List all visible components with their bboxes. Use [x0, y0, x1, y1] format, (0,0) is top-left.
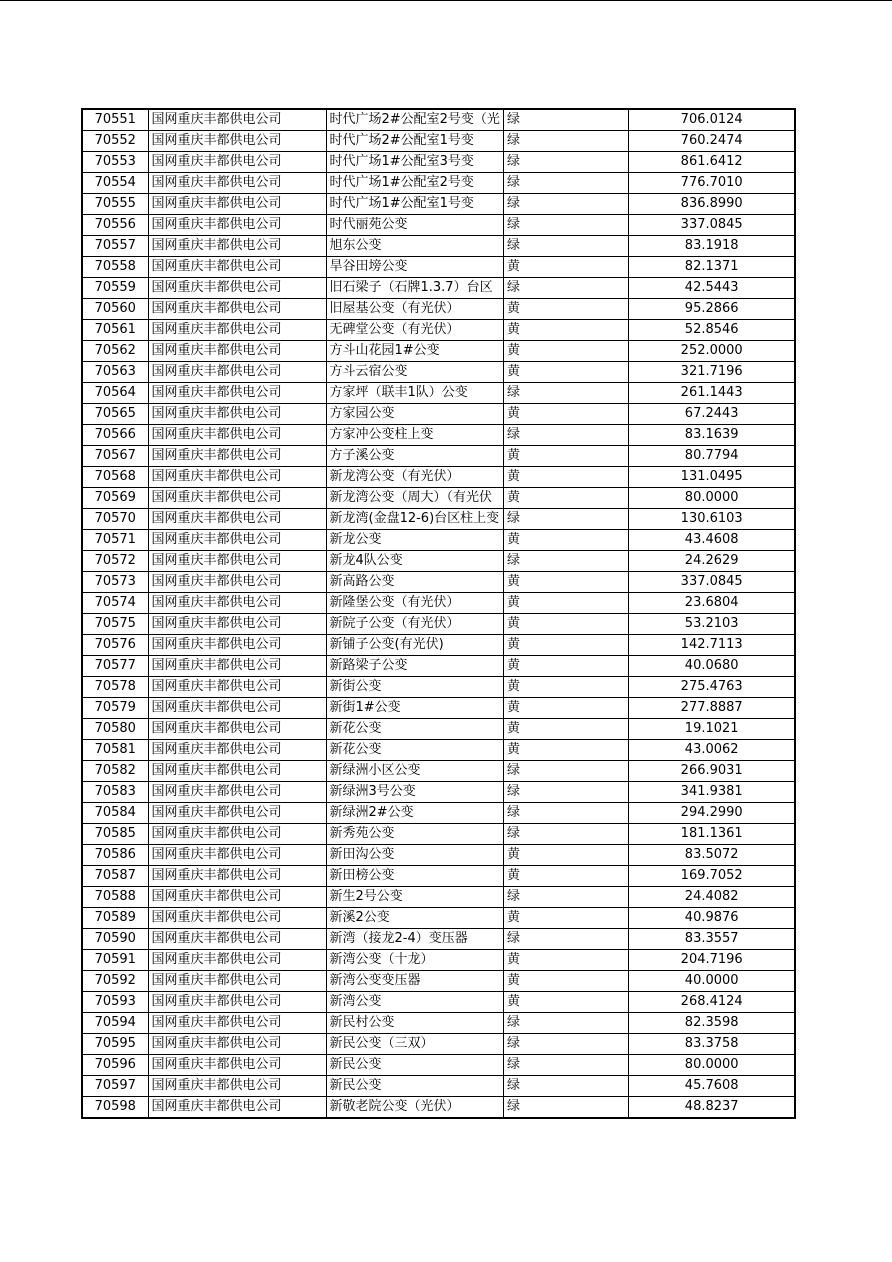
cell-level: 绿 — [503, 1055, 628, 1076]
cell-transformer-name: 新溪2公变 — [326, 908, 503, 929]
data-table — [81, 108, 796, 1119]
cell-level: 绿 — [503, 383, 628, 404]
table-row — [82, 992, 795, 1013]
cell-company: 国网重庆丰都供电公司 — [148, 109, 326, 131]
cell-level: 黄 — [503, 740, 628, 761]
cell-company: 国网重庆丰都供电公司 — [148, 866, 326, 887]
cell-value: 83.5072 — [628, 845, 795, 866]
cell-id: 70587 — [82, 866, 148, 887]
table-body — [82, 109, 795, 1118]
cell-level: 绿 — [503, 824, 628, 845]
table-row — [82, 572, 795, 593]
cell-level: 黄 — [503, 677, 628, 698]
cell-id: 70582 — [82, 761, 148, 782]
cell-company: 国网重庆丰都供电公司 — [148, 1013, 326, 1034]
cell-level: 黄 — [503, 719, 628, 740]
table-row — [82, 1097, 795, 1119]
cell-value: 83.3758 — [628, 1034, 795, 1055]
cell-value: 277.8887 — [628, 698, 795, 719]
table-row — [82, 740, 795, 761]
cell-transformer-name: 新龙公变 — [326, 530, 503, 551]
cell-level: 绿 — [503, 761, 628, 782]
cell-company: 国网重庆丰都供电公司 — [148, 446, 326, 467]
cell-id: 70566 — [82, 425, 148, 446]
cell-id: 70573 — [82, 572, 148, 593]
table-row — [82, 719, 795, 740]
cell-company: 国网重庆丰都供电公司 — [148, 152, 326, 173]
cell-transformer-name: 新湾（接龙2-4）变压器 — [326, 929, 503, 950]
cell-id: 70562 — [82, 341, 148, 362]
cell-transformer-name: 新街1#公变 — [326, 698, 503, 719]
cell-transformer-name: 新街公变 — [326, 677, 503, 698]
cell-level: 黄 — [503, 635, 628, 656]
cell-value: 252.0000 — [628, 341, 795, 362]
cell-transformer-name: 旧石梁子（石牌1.3.7）台区 — [326, 278, 503, 299]
cell-transformer-name: 新湾公变 — [326, 992, 503, 1013]
cell-transformer-name: 新民公变 — [326, 1055, 503, 1076]
cell-company: 国网重庆丰都供电公司 — [148, 635, 326, 656]
cell-id: 70575 — [82, 614, 148, 635]
cell-company: 国网重庆丰都供电公司 — [148, 383, 326, 404]
cell-company: 国网重庆丰都供电公司 — [148, 257, 326, 278]
cell-company: 国网重庆丰都供电公司 — [148, 761, 326, 782]
cell-transformer-name: 时代广场2#公配室2号变（光 — [326, 109, 503, 131]
cell-transformer-name: 新生2号公变 — [326, 887, 503, 908]
cell-id: 70565 — [82, 404, 148, 425]
table-row — [82, 467, 795, 488]
table-row — [82, 320, 795, 341]
table-row — [82, 1034, 795, 1055]
cell-level: 绿 — [503, 929, 628, 950]
cell-id: 70583 — [82, 782, 148, 803]
cell-value: 43.4608 — [628, 530, 795, 551]
cell-company: 国网重庆丰都供电公司 — [148, 404, 326, 425]
cell-transformer-name: 新高路公变 — [326, 572, 503, 593]
cell-level: 黄 — [503, 971, 628, 992]
cell-transformer-name: 时代广场2#公配室1号变 — [326, 131, 503, 152]
table-row — [82, 1013, 795, 1034]
table-row — [82, 278, 795, 299]
cell-value: 83.1639 — [628, 425, 795, 446]
cell-company: 国网重庆丰都供电公司 — [148, 572, 326, 593]
cell-value: 268.4124 — [628, 992, 795, 1013]
cell-id: 70588 — [82, 887, 148, 908]
cell-id: 70559 — [82, 278, 148, 299]
cell-transformer-name: 时代广场1#公配室3号变 — [326, 152, 503, 173]
table-row — [82, 950, 795, 971]
cell-level: 绿 — [503, 551, 628, 572]
table-row — [82, 488, 795, 509]
cell-id: 70563 — [82, 362, 148, 383]
table-row — [82, 215, 795, 236]
cell-company: 国网重庆丰都供电公司 — [148, 824, 326, 845]
cell-level: 黄 — [503, 530, 628, 551]
cell-value: 40.0000 — [628, 971, 795, 992]
cell-id: 70594 — [82, 1013, 148, 1034]
cell-value: 131.0495 — [628, 467, 795, 488]
cell-id: 70597 — [82, 1076, 148, 1097]
cell-id: 70584 — [82, 803, 148, 824]
table-row — [82, 530, 795, 551]
table-row — [82, 341, 795, 362]
cell-level: 绿 — [503, 887, 628, 908]
cell-company: 国网重庆丰都供电公司 — [148, 1055, 326, 1076]
cell-level: 黄 — [503, 866, 628, 887]
table-row — [82, 887, 795, 908]
cell-level: 绿 — [503, 803, 628, 824]
cell-level: 黄 — [503, 614, 628, 635]
table-row — [82, 782, 795, 803]
cell-level: 绿 — [503, 1097, 628, 1119]
table-row — [82, 845, 795, 866]
cell-value: 776.7010 — [628, 173, 795, 194]
cell-id: 70557 — [82, 236, 148, 257]
cell-company: 国网重庆丰都供电公司 — [148, 929, 326, 950]
cell-company: 国网重庆丰都供电公司 — [148, 656, 326, 677]
cell-company: 国网重庆丰都供电公司 — [148, 362, 326, 383]
cell-level: 绿 — [503, 236, 628, 257]
cell-company: 国网重庆丰都供电公司 — [148, 1076, 326, 1097]
cell-value: 294.2990 — [628, 803, 795, 824]
cell-value: 23.6804 — [628, 593, 795, 614]
cell-value: 43.0062 — [628, 740, 795, 761]
cell-company: 国网重庆丰都供电公司 — [148, 320, 326, 341]
cell-level: 绿 — [503, 109, 628, 131]
cell-id: 70558 — [82, 257, 148, 278]
cell-id: 70576 — [82, 635, 148, 656]
table-row — [82, 866, 795, 887]
cell-value: 760.2474 — [628, 131, 795, 152]
cell-id: 70569 — [82, 488, 148, 509]
table-row — [82, 803, 795, 824]
cell-transformer-name: 新田榜公变 — [326, 866, 503, 887]
cell-id: 70598 — [82, 1097, 148, 1119]
cell-value: 82.1371 — [628, 257, 795, 278]
cell-company: 国网重庆丰都供电公司 — [148, 215, 326, 236]
cell-transformer-name: 新民公变 — [326, 1076, 503, 1097]
table-row — [82, 908, 795, 929]
cell-transformer-name: 新院子公变（有光伏） — [326, 614, 503, 635]
cell-company: 国网重庆丰都供电公司 — [148, 278, 326, 299]
cell-level: 黄 — [503, 698, 628, 719]
cell-level: 黄 — [503, 593, 628, 614]
cell-transformer-name: 方家坪（联丰1队）公变 — [326, 383, 503, 404]
page-top-rule — [0, 0, 892, 1]
cell-transformer-name: 新绿洲小区公变 — [326, 761, 503, 782]
cell-company: 国网重庆丰都供电公司 — [148, 509, 326, 530]
cell-id: 70580 — [82, 719, 148, 740]
table-row — [82, 614, 795, 635]
cell-id: 70571 — [82, 530, 148, 551]
cell-value: 80.0000 — [628, 488, 795, 509]
cell-transformer-name: 新湾公变（十龙） — [326, 950, 503, 971]
cell-value: 83.3557 — [628, 929, 795, 950]
cell-value: 861.6412 — [628, 152, 795, 173]
cell-company: 国网重庆丰都供电公司 — [148, 131, 326, 152]
table-row — [82, 299, 795, 320]
table-row — [82, 698, 795, 719]
table-row — [82, 383, 795, 404]
cell-company: 国网重庆丰都供电公司 — [148, 845, 326, 866]
cell-value: 80.7794 — [628, 446, 795, 467]
cell-company: 国网重庆丰都供电公司 — [148, 530, 326, 551]
cell-id: 70574 — [82, 593, 148, 614]
cell-transformer-name: 方斗云宿公变 — [326, 362, 503, 383]
table-row — [82, 971, 795, 992]
cell-level: 黄 — [503, 446, 628, 467]
cell-company: 国网重庆丰都供电公司 — [148, 551, 326, 572]
cell-company: 国网重庆丰都供电公司 — [148, 698, 326, 719]
cell-transformer-name: 新民公变（三双） — [326, 1034, 503, 1055]
cell-value: 40.9876 — [628, 908, 795, 929]
cell-level: 黄 — [503, 488, 628, 509]
cell-level: 黄 — [503, 656, 628, 677]
cell-value: 95.2866 — [628, 299, 795, 320]
cell-company: 国网重庆丰都供电公司 — [148, 236, 326, 257]
cell-level: 绿 — [503, 215, 628, 236]
cell-value: 19.1021 — [628, 719, 795, 740]
cell-transformer-name: 时代广场1#公配室2号变 — [326, 173, 503, 194]
cell-id: 70572 — [82, 551, 148, 572]
cell-value: 169.7052 — [628, 866, 795, 887]
cell-transformer-name: 方斗山花园1#公变 — [326, 341, 503, 362]
cell-level: 黄 — [503, 341, 628, 362]
table-row — [82, 194, 795, 215]
cell-value: 53.2103 — [628, 614, 795, 635]
cell-level: 黄 — [503, 908, 628, 929]
table-row — [82, 152, 795, 173]
cell-value: 24.4082 — [628, 887, 795, 908]
cell-value: 82.3598 — [628, 1013, 795, 1034]
cell-transformer-name: 方家冲公变柱上变 — [326, 425, 503, 446]
cell-transformer-name: 时代丽苑公变 — [326, 215, 503, 236]
cell-transformer-name: 新民村公变 — [326, 1013, 503, 1034]
cell-value: 80.0000 — [628, 1055, 795, 1076]
cell-value: 266.9031 — [628, 761, 795, 782]
cell-value: 24.2629 — [628, 551, 795, 572]
table-row — [82, 404, 795, 425]
cell-id: 70554 — [82, 173, 148, 194]
cell-company: 国网重庆丰都供电公司 — [148, 887, 326, 908]
cell-level: 黄 — [503, 299, 628, 320]
cell-value: 48.8237 — [628, 1097, 795, 1119]
cell-transformer-name: 新秀苑公变 — [326, 824, 503, 845]
cell-company: 国网重庆丰都供电公司 — [148, 467, 326, 488]
cell-value: 706.0124 — [628, 109, 795, 131]
cell-id: 70585 — [82, 824, 148, 845]
cell-transformer-name: 新敬老院公变（光伏） — [326, 1097, 503, 1119]
cell-transformer-name: 新龙湾公变（周大）（有光伏 — [326, 488, 503, 509]
cell-id: 70586 — [82, 845, 148, 866]
cell-transformer-name: 新龙湾公变（有光伏） — [326, 467, 503, 488]
table-row — [82, 446, 795, 467]
cell-level: 黄 — [503, 362, 628, 383]
cell-company: 国网重庆丰都供电公司 — [148, 992, 326, 1013]
cell-company: 国网重庆丰都供电公司 — [148, 425, 326, 446]
cell-company: 国网重庆丰都供电公司 — [148, 782, 326, 803]
cell-company: 国网重庆丰都供电公司 — [148, 971, 326, 992]
cell-id: 70556 — [82, 215, 148, 236]
cell-value: 67.2443 — [628, 404, 795, 425]
cell-level: 绿 — [503, 131, 628, 152]
cell-id: 70579 — [82, 698, 148, 719]
cell-value: 40.0680 — [628, 656, 795, 677]
cell-id: 70553 — [82, 152, 148, 173]
table-row — [82, 109, 795, 131]
cell-company: 国网重庆丰都供电公司 — [148, 194, 326, 215]
table-row — [82, 425, 795, 446]
cell-id: 70590 — [82, 929, 148, 950]
cell-id: 70568 — [82, 467, 148, 488]
cell-company: 国网重庆丰都供电公司 — [148, 1097, 326, 1119]
cell-company: 国网重庆丰都供电公司 — [148, 593, 326, 614]
cell-company: 国网重庆丰都供电公司 — [148, 803, 326, 824]
cell-transformer-name: 新龙4队公变 — [326, 551, 503, 572]
cell-value: 83.1918 — [628, 236, 795, 257]
cell-level: 绿 — [503, 278, 628, 299]
cell-company: 国网重庆丰都供电公司 — [148, 1034, 326, 1055]
table-row — [82, 551, 795, 572]
cell-transformer-name: 新绿洲3号公变 — [326, 782, 503, 803]
cell-transformer-name: 方子溪公变 — [326, 446, 503, 467]
table-row — [82, 593, 795, 614]
table-row — [82, 824, 795, 845]
cell-transformer-name: 方家园公变 — [326, 404, 503, 425]
cell-id: 70596 — [82, 1055, 148, 1076]
cell-value: 261.1443 — [628, 383, 795, 404]
cell-value: 337.0845 — [628, 215, 795, 236]
cell-company: 国网重庆丰都供电公司 — [148, 299, 326, 320]
cell-company: 国网重庆丰都供电公司 — [148, 173, 326, 194]
cell-company: 国网重庆丰都供电公司 — [148, 677, 326, 698]
cell-value: 130.6103 — [628, 509, 795, 530]
cell-id: 70581 — [82, 740, 148, 761]
cell-value: 341.9381 — [628, 782, 795, 803]
table-row — [82, 677, 795, 698]
cell-company: 国网重庆丰都供电公司 — [148, 719, 326, 740]
cell-value: 42.5443 — [628, 278, 795, 299]
cell-transformer-name: 新路梁子公变 — [326, 656, 503, 677]
table-row — [82, 509, 795, 530]
cell-level: 绿 — [503, 782, 628, 803]
cell-id: 70593 — [82, 992, 148, 1013]
table-row — [82, 173, 795, 194]
cell-id: 70564 — [82, 383, 148, 404]
cell-level: 黄 — [503, 404, 628, 425]
cell-level: 绿 — [503, 194, 628, 215]
cell-value: 275.4763 — [628, 677, 795, 698]
cell-value: 142.7113 — [628, 635, 795, 656]
cell-id: 70577 — [82, 656, 148, 677]
cell-transformer-name: 新隆堡公变（有光伏） — [326, 593, 503, 614]
table-row — [82, 362, 795, 383]
table-row — [82, 656, 795, 677]
cell-transformer-name: 旭东公变 — [326, 236, 503, 257]
cell-id: 70555 — [82, 194, 148, 215]
cell-level: 绿 — [503, 152, 628, 173]
cell-value: 52.8546 — [628, 320, 795, 341]
cell-level: 绿 — [503, 173, 628, 194]
cell-level: 绿 — [503, 509, 628, 530]
table-row — [82, 635, 795, 656]
cell-company: 国网重庆丰都供电公司 — [148, 908, 326, 929]
table-row — [82, 1076, 795, 1097]
cell-transformer-name: 旧屋基公变（有光伏） — [326, 299, 503, 320]
cell-company: 国网重庆丰都供电公司 — [148, 341, 326, 362]
cell-id: 70552 — [82, 131, 148, 152]
table-row — [82, 761, 795, 782]
cell-transformer-name: 新铺子公变(有光伏) — [326, 635, 503, 656]
cell-id: 70567 — [82, 446, 148, 467]
table-row — [82, 1055, 795, 1076]
cell-id: 70561 — [82, 320, 148, 341]
cell-transformer-name: 新田沟公变 — [326, 845, 503, 866]
cell-transformer-name: 无碑堂公变（有光伏） — [326, 320, 503, 341]
cell-level: 黄 — [503, 572, 628, 593]
cell-id: 70551 — [82, 109, 148, 131]
cell-value: 321.7196 — [628, 362, 795, 383]
cell-level: 黄 — [503, 992, 628, 1013]
cell-id: 70592 — [82, 971, 148, 992]
cell-id: 70591 — [82, 950, 148, 971]
cell-company: 国网重庆丰都供电公司 — [148, 950, 326, 971]
cell-id: 70578 — [82, 677, 148, 698]
cell-transformer-name: 时代广场1#公配室1号变 — [326, 194, 503, 215]
cell-id: 70570 — [82, 509, 148, 530]
cell-transformer-name: 新绿洲2#公变 — [326, 803, 503, 824]
cell-transformer-name: 新花公变 — [326, 740, 503, 761]
cell-value: 204.7196 — [628, 950, 795, 971]
cell-transformer-name: 旱谷田塝公变 — [326, 257, 503, 278]
cell-id: 70560 — [82, 299, 148, 320]
cell-id: 70589 — [82, 908, 148, 929]
cell-value: 45.7608 — [628, 1076, 795, 1097]
cell-level: 黄 — [503, 950, 628, 971]
cell-value: 181.1361 — [628, 824, 795, 845]
cell-level: 绿 — [503, 1034, 628, 1055]
table-row — [82, 131, 795, 152]
cell-level: 黄 — [503, 845, 628, 866]
cell-level: 黄 — [503, 467, 628, 488]
cell-value: 337.0845 — [628, 572, 795, 593]
cell-company: 国网重庆丰都供电公司 — [148, 488, 326, 509]
cell-level: 黄 — [503, 320, 628, 341]
cell-value: 836.8990 — [628, 194, 795, 215]
cell-level: 绿 — [503, 425, 628, 446]
cell-level: 绿 — [503, 1013, 628, 1034]
table-row — [82, 236, 795, 257]
cell-transformer-name: 新花公变 — [326, 719, 503, 740]
cell-level: 黄 — [503, 257, 628, 278]
cell-company: 国网重庆丰都供电公司 — [148, 614, 326, 635]
cell-level: 绿 — [503, 1076, 628, 1097]
table-row — [82, 929, 795, 950]
cell-transformer-name: 新龙湾(金盘12-6)台区柱上变 — [326, 509, 503, 530]
table-row — [82, 257, 795, 278]
cell-id: 70595 — [82, 1034, 148, 1055]
cell-company: 国网重庆丰都供电公司 — [148, 740, 326, 761]
cell-transformer-name: 新湾公变变压器 — [326, 971, 503, 992]
